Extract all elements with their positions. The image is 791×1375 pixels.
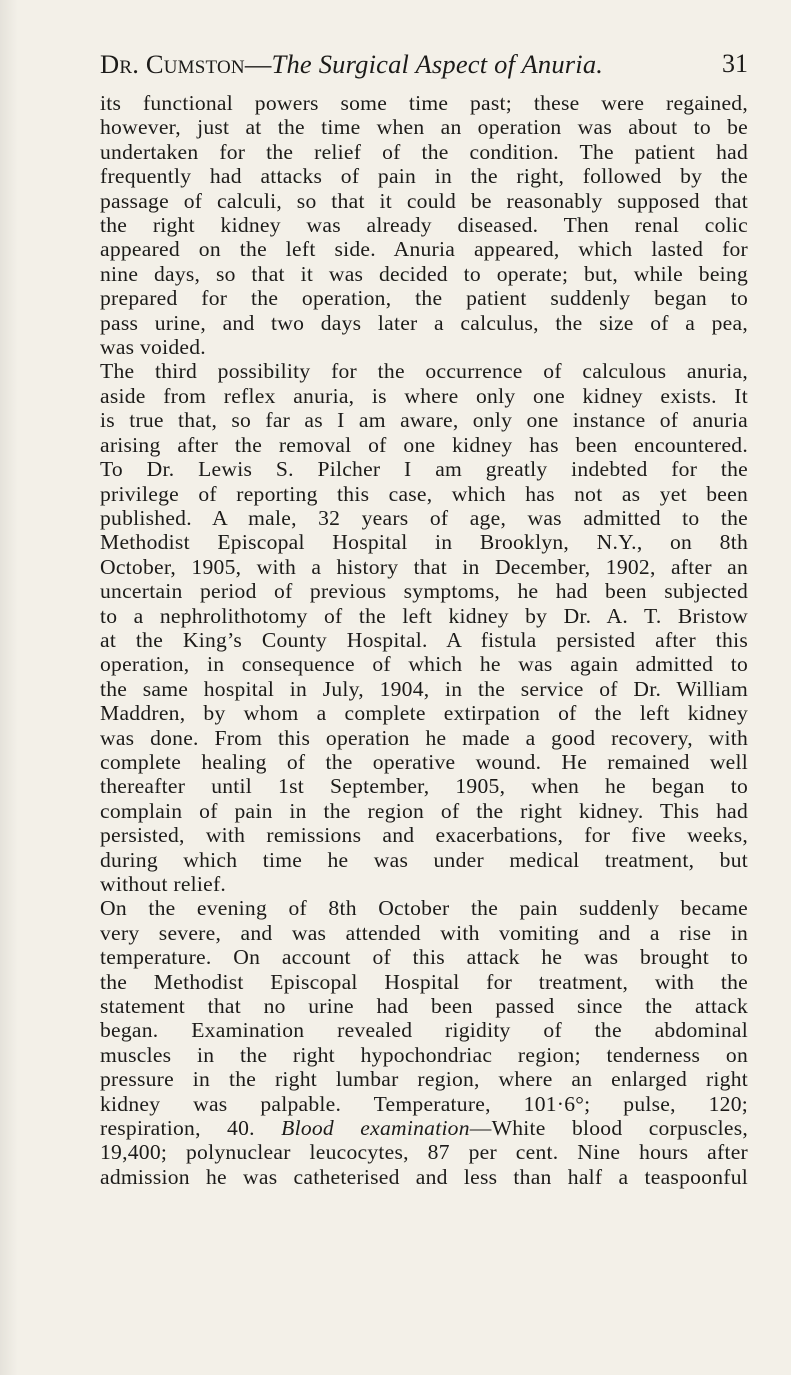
header-author: Dr. Cumston — [100, 49, 245, 79]
text-line: muscles in the right hypochondriac region; tenderness on — [100, 1042, 748, 1067]
text-line: began. Examination revealed rigidity of the abdominal — [100, 1018, 748, 1043]
text-line: pressure in the right lumbar region, where an enlarged right — [100, 1067, 748, 1092]
text-line: The third possibility for the occurrence of calculous anuria, — [100, 359, 748, 384]
text-line: prepared for the operation, the patient suddenly began to — [100, 286, 748, 311]
text-line: frequently had attacks of pain in the right, followed by the — [100, 164, 748, 189]
text-line: October, 1905, with a history that in December, 1902, after an — [100, 554, 748, 579]
text-line: pass urine, and two days later a calculus, the size of a pea, — [100, 310, 748, 335]
text-line: Methodist Episcopal Hospital in Brooklyn, N.Y., on 8th — [100, 530, 748, 555]
text-line: 19,400; polynuclear leucocytes, 87 per cent. Nine hours after — [100, 1140, 748, 1165]
text-line: kidney was palpable. Temperature, 101·6°; pulse, 120; — [100, 1091, 748, 1116]
text-line: is true that, so far as I am aware, only one instance of anuria — [100, 408, 748, 433]
text-line: appeared on the left side. Anuria appeared, which lasted for — [100, 237, 748, 262]
text-line: aside from reflex anuria, is where only one kidney exists. It — [100, 383, 748, 408]
text-line: arising after the removal of one kidney has been encountered. — [100, 432, 748, 457]
text-line: the same hospital in July, 1904, in the service of Dr. William — [100, 676, 748, 701]
text-line: statement that no urine had been passed since the attack — [100, 994, 748, 1019]
running-head-title — [100, 44, 603, 84]
text-line: admission he was catheterised and less than half a teaspoonful — [100, 1164, 748, 1189]
running-header — [100, 44, 748, 84]
text-line: however, just at the time when an operation was about to be — [100, 115, 748, 140]
text-line — [100, 1116, 748, 1140]
text-line: temperature. On account of this attack he was brought to — [100, 945, 748, 970]
text-line: was done. From this operation he made a good recovery, with — [100, 725, 748, 750]
text-line: uncertain period of previous symptoms, he had been subjected — [100, 579, 748, 604]
text-line: was voided. — [100, 335, 206, 360]
text-line: On the evening of 8th October the pain suddenly became — [100, 896, 748, 921]
text-line: at the King’s County Hospital. A fistula persisted after this — [100, 627, 748, 652]
page-number: 31 — [722, 49, 748, 78]
text-line: nine days, so that it was decided to operate; but, while being — [100, 261, 748, 286]
body-text — [100, 91, 748, 1189]
text-line: very severe, and was attended with vomiting and a rise in — [100, 920, 748, 945]
text-line: To Dr. Lewis S. Pilcher I am greatly indebted for the — [100, 457, 748, 482]
text-line: operation, in consequence of which he was again admitted to — [100, 652, 748, 677]
text-line: published. A male, 32 years of age, was admitted to the — [100, 505, 748, 530]
header-article-title: The Surgical Aspect of Anuria. — [271, 49, 604, 79]
text-line: complete healing of the operative wound. He remained well — [100, 749, 748, 774]
header-separator: — — [244, 49, 272, 79]
text-line: its functional powers some time past; these were regained, — [100, 91, 748, 115]
text-line: the Methodist Episcopal Hospital for treatment, with the — [100, 969, 748, 994]
text-line: without relief. — [100, 872, 227, 896]
text-line: undertaken for the relief of the condition. The patient had — [100, 139, 748, 164]
text-line: passage of calculi, so that it could be reasonably supposed that — [100, 188, 748, 213]
text-line: persisted, with remissions and exacerbations, for five weeks, — [100, 823, 748, 848]
text-line: thereafter until 1st September, 1905, when he began to — [100, 774, 748, 799]
text-fragment: —White blood corpuscles, — [469, 1116, 748, 1141]
text-line: the right kidney was already diseased. Then renal colic — [100, 213, 748, 238]
text-line: complain of pain in the region of the right kidney. This had — [100, 798, 748, 823]
text-fragment: respiration, 40. — [100, 1116, 255, 1141]
text-line: to a nephrolithotomy of the left kidney by Dr. A. T. Bristow — [100, 603, 748, 628]
italic-heading: Blood examination — [281, 1116, 470, 1141]
text-line: Maddren, by whom a complete extirpation of the left kidney — [100, 701, 748, 726]
text-line: privilege of reporting this case, which has not as yet been — [100, 481, 748, 506]
text-line: during which time he was under medical treatment, but — [100, 847, 748, 872]
